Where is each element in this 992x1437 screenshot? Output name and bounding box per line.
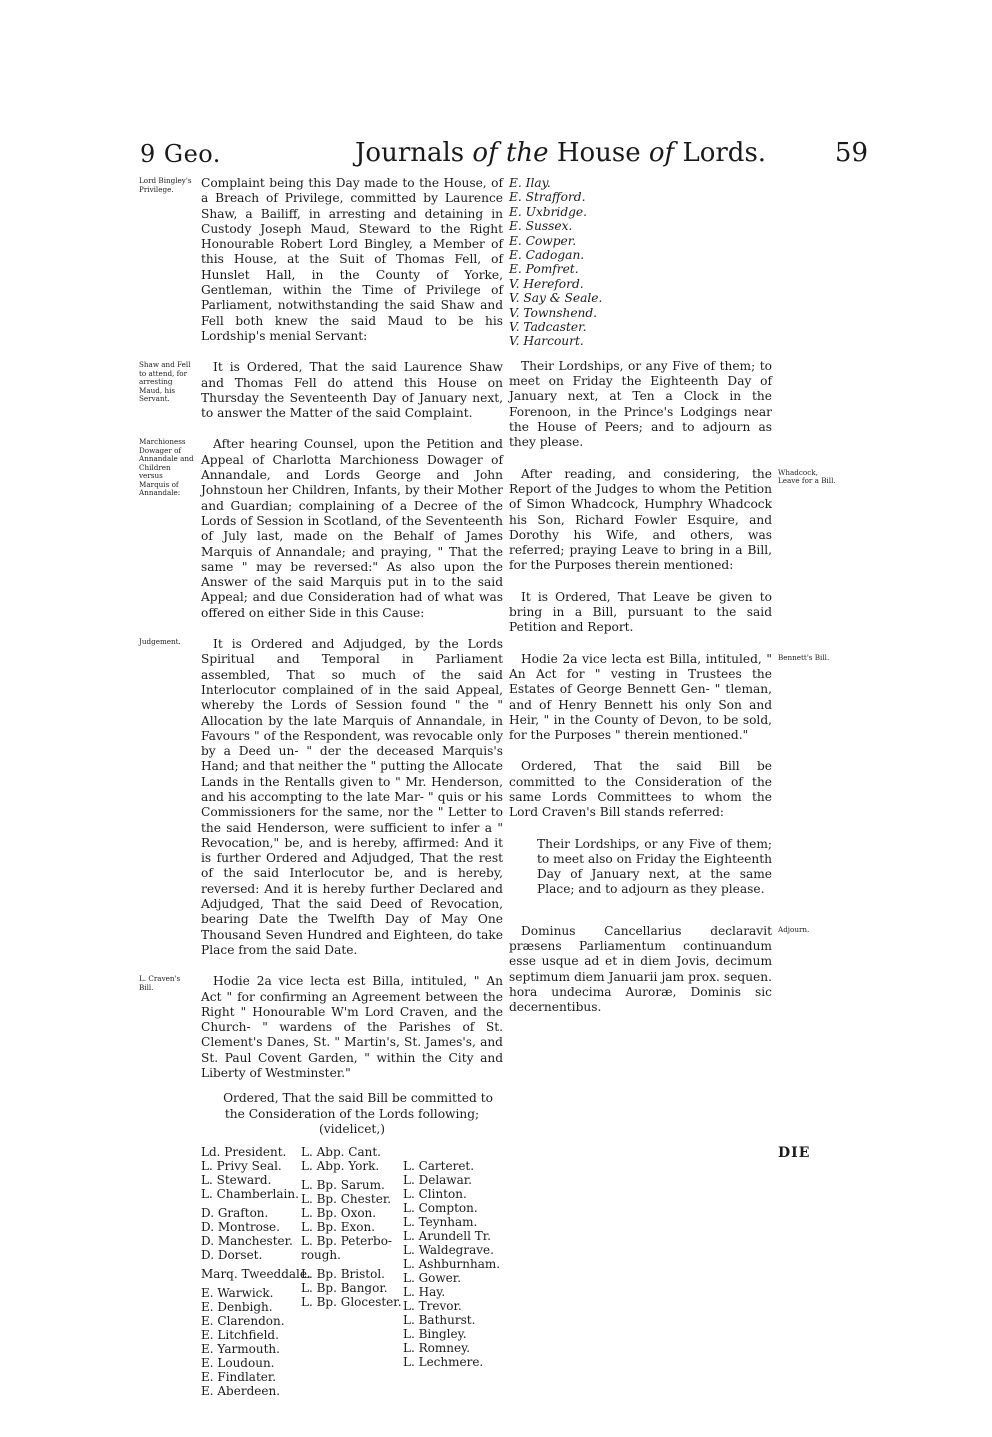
- margin-note: L. Craven's Bill.: [139, 974, 181, 992]
- entry-text: It is Ordered and Adjudged, by the Lords Spiritual and Temporal in Parliament assembled, That so much of the said Interlocutor complained of in the said Appeal, whereby the Lords of Session found " the " Allocation by the late Marquis of Annandale, in Favours " of the Respondent, was revocable only by a Deed un- " der the deceased Marquis's Hand; and that neither the " putting the Allocate Lands in the Rentalls given to " Mr. Henderson, and his accompting to the late Mar- " quis or his Commissioners for the same, nor the " Letter to the said Henderson, were sufficient to infer a " Revocation," be, and is hereby, affirmed: And it is further Ordered and Adjudged, That the rest of the said Interlocutor be, and is hereby, reversed: And it is hereby further Declared and Adjudged, That the said Deed of Revocation, bearing Date the Twelfth Day of May One Thousand Seven Hundred and Eighteen, do take Place from the said Date.: [201, 637, 503, 957]
- title-word: Journals: [355, 138, 465, 168]
- lord-name: E. Aberdeen.: [201, 1384, 281, 1399]
- lord-name: L. Bp. Bangor.: [301, 1281, 388, 1296]
- lord-name: E. Pomfret.: [509, 262, 579, 277]
- lord-name: D. Grafton.: [201, 1206, 269, 1221]
- lord-name: L. Bingley.: [403, 1327, 467, 1342]
- margin-note: Lord Bingley's Privilege.: [139, 176, 192, 194]
- lord-name: L. Trevor.: [403, 1299, 462, 1314]
- lord-name: E. Ilay.: [509, 176, 551, 190]
- title-word: the: [505, 138, 549, 168]
- lord-name: V. Hereford.: [509, 276, 584, 291]
- lord-name: L. Abp. Cant.: [301, 1145, 381, 1160]
- lord-name: L. Clinton.: [403, 1187, 467, 1202]
- lord-name: E. Findlater.: [201, 1370, 277, 1385]
- lord-name: E. Strafford.: [509, 190, 586, 205]
- entry-judgement: [139, 637, 503, 958]
- lord-name: E. Cowper.: [509, 233, 577, 248]
- lord-name: L. Abp. York.: [301, 1159, 380, 1174]
- lord-name: E. Warwick.: [201, 1286, 274, 1301]
- lord-name: L. Carteret.: [403, 1159, 475, 1174]
- lord-name: E. Loudoun.: [201, 1356, 275, 1371]
- lord-name: L. Hay.: [403, 1285, 446, 1300]
- lord-name: L. Delawar.: [403, 1173, 472, 1188]
- margin-note: Marchioness Dowager of Annandale and Children versus Marquis of Annandale:: [139, 437, 194, 498]
- entry-adjournment: [509, 923, 810, 1016]
- entry-bennett-committed: Ordered, That the said Bill be committed to the Consideration of the same Lords Committees to whom the Lord Craven's Bill stands referred:: [509, 759, 772, 820]
- lord-name: E. Sussex.: [509, 219, 573, 234]
- running-title: [355, 138, 766, 168]
- entry-text: After reading, and considering, the Report of the Judges to whom the Petition of Simon Whadcock, Humphry Whadcock his Son, Richard Fowler Esquire, and Dorothy his Wife, and others, was referred; praying Leave to bring in a Bill, for the Purposes therein mentioned:: [509, 466, 772, 573]
- lord-name: E. Clarendon.: [201, 1314, 285, 1329]
- lord-name: L. Lechmere.: [403, 1355, 484, 1370]
- catchword: DIE: [778, 1145, 811, 1161]
- margin-note: Shaw and Fell to attend, for arresting Maud, his Servant.: [139, 360, 191, 404]
- right-column: [509, 176, 836, 1032]
- entry-order-attend: [139, 360, 503, 421]
- entry-craven-bill: [139, 974, 503, 1081]
- lord-name: L. Arundell Tr.: [403, 1229, 491, 1244]
- entry-text: Hodie 2a vice lecta est Billa, intituled, " An Act for " vesting in Trustees the Estates of George Bennett Gen- " tleman, and of Henry Bennett his only Son and Heir, " in the County of Devon, to be sold, for the Purposes " therein mentioned.": [509, 651, 772, 743]
- lord-name: E. Cadogan.: [509, 248, 585, 263]
- title-word: of: [648, 138, 675, 168]
- margin-note: Bennett's Bill.: [778, 652, 830, 662]
- title-word: House: [556, 138, 641, 168]
- lord-name: E. Yarmouth.: [201, 1342, 280, 1357]
- title-word: of: [472, 138, 498, 168]
- entry-text: It is Ordered, That the said Laurence Shaw and Thomas Fell do attend this House on Thursday the Seventeenth Day of January next, to answer the Matter of the said Complaint.: [201, 360, 503, 421]
- lord-name: Ld. President.: [201, 1145, 287, 1160]
- left-column: [139, 176, 503, 1405]
- lords-column-2: [301, 1145, 403, 1309]
- lord-name: L. Ashburnham.: [403, 1257, 501, 1272]
- entry-text: After hearing Counsel, upon the Petition and Appeal of Charlotta Marchioness Dowager of Annandale, and Lords George and John Johnstoun her Children, Infants, by their Mother and Guardian; complaining of a Decree of the Lords of Session in Scotland, of the Seventeenth of July last, made on the Behalf of James Marquis of Annandale; and praying, " That the same " may be reversed:" As also upon the Answer of the said Marquis put in to the said Appeal; and due Consideration had of what was offered on either Side in this Cause:: [201, 437, 503, 620]
- lord-name: L. Bp. Peterbo-: [301, 1234, 392, 1249]
- lord-name: L. Romney.: [403, 1341, 471, 1356]
- lord-name: L. Teynham.: [403, 1215, 478, 1230]
- lords-column-3: [403, 1159, 503, 1369]
- lord-name: L. Bathurst.: [403, 1313, 476, 1328]
- lord-name: rough.: [301, 1248, 341, 1263]
- entry-bennett-bill: [509, 651, 830, 744]
- lord-name: L. Steward.: [201, 1173, 272, 1188]
- entry-text: Complaint being this Day made to the House, of a Breach of Privilege, committed by Laurence Shaw, a Bailiff, in arresting and detaining in Custody Joseph Maud, Steward to the Right Honourable Robert Lord Bingley, a Member of this House, at the Suit of Thomas Fell, of Hunslet Hall, in the County of Yorke, Gentleman, within the Time of Privilege of Parliament, notwithstanding the said Shaw and Fell both knew the said Maud to be his Lordship's menial Servant:: [201, 176, 503, 343]
- lord-name: D. Montrose.: [201, 1220, 280, 1235]
- margin-note: Adjourn.: [778, 924, 810, 934]
- lord-name: V. Harcourt.: [509, 334, 584, 349]
- lord-name: L. Privy Seal.: [201, 1159, 282, 1174]
- lord-name: L. Waldegrave.: [403, 1243, 494, 1258]
- title-word: Lords.: [682, 138, 767, 168]
- lord-name: E. Litchfield.: [201, 1328, 279, 1343]
- lord-name: V. Tadcaster.: [509, 320, 587, 335]
- lord-name: L. Gower.: [403, 1271, 462, 1286]
- lords-continued-list: [509, 176, 772, 349]
- lord-name: V. Townshend.: [509, 305, 598, 320]
- lords-committee-list: [201, 1145, 503, 1405]
- lord-name: L. Bp. Glocester.: [301, 1295, 402, 1310]
- lord-name: E. Uxbridge.: [509, 204, 588, 219]
- lord-name: L. Bp. Oxon.: [301, 1206, 377, 1221]
- lord-name: L. Bp. Bristol.: [301, 1267, 385, 1282]
- lord-name: L. Compton.: [403, 1201, 478, 1216]
- entry-text: Hodie 2a vice lecta est Billa, intituled, " An Act " for confirming an Agreement between the Right " Honourable W'm Lord Craven, and the Church- " wardens of the Parishes of St. Clement's Danes, St. " Martin's, St. James's, and St. Paul Covent Garden, " within the City and Liberty of Westminster.": [201, 974, 503, 1081]
- page-number: 59: [834, 138, 868, 168]
- lord-name: D. Manchester.: [201, 1234, 293, 1249]
- lord-name: L. Bp. Sarum.: [301, 1178, 385, 1193]
- margin-note: Judgement.: [139, 637, 181, 647]
- page-header: [140, 136, 868, 176]
- lord-name: L. Chamberlain.: [201, 1187, 299, 1202]
- entry-meeting: Their Lordships, or any Five of them; to meet on Friday the Eighteenth Day of January next, at Ten a Clock in the Forenoon, in the Prince's Lodgings near the House of Peers; and to adjourn as they please.: [509, 358, 772, 450]
- lord-name: V. Say & Seale.: [509, 291, 603, 306]
- regnal-year: 9 Geo.: [140, 140, 221, 168]
- lords-column-1: [201, 1145, 311, 1399]
- entry-text: Dominus Cancellarius declaravit præsens Parliamentum continuandum esse usque ad et in diem Jovis, decimum septimum diem Januarii jam prox. sequen. hora undecima Auroræ, Dominis sic decernentibus.: [509, 923, 772, 1015]
- entry-annandale-appeal: [139, 437, 503, 621]
- entry-leave-given: It is Ordered, That Leave be given to bring in a Bill, pursuant to the said Petition and Report.: [509, 589, 772, 635]
- lord-name: D. Dorset.: [201, 1248, 263, 1263]
- entry-privilege-complaint: [139, 176, 503, 344]
- lord-name: E. Denbigh.: [201, 1300, 273, 1315]
- lord-name: L. Bp. Exon.: [301, 1220, 376, 1235]
- lord-name: L. Bp. Chester.: [301, 1192, 392, 1207]
- lord-name: Marq. Tweeddale.: [201, 1267, 311, 1282]
- entry-committed: Ordered, That the said Bill be committed to the Consideration of the Lords following; (videlicet,): [223, 1091, 493, 1136]
- margin-note: Whadcock, Leave for a Bill.: [778, 467, 836, 486]
- entry-bennett-meeting: Their Lordships, or any Five of them; to meet also on Friday the Eighteenth Day of January next, at the same Place; and to adjourn as they please.: [537, 836, 772, 897]
- entry-whadcock-report: [509, 466, 836, 574]
